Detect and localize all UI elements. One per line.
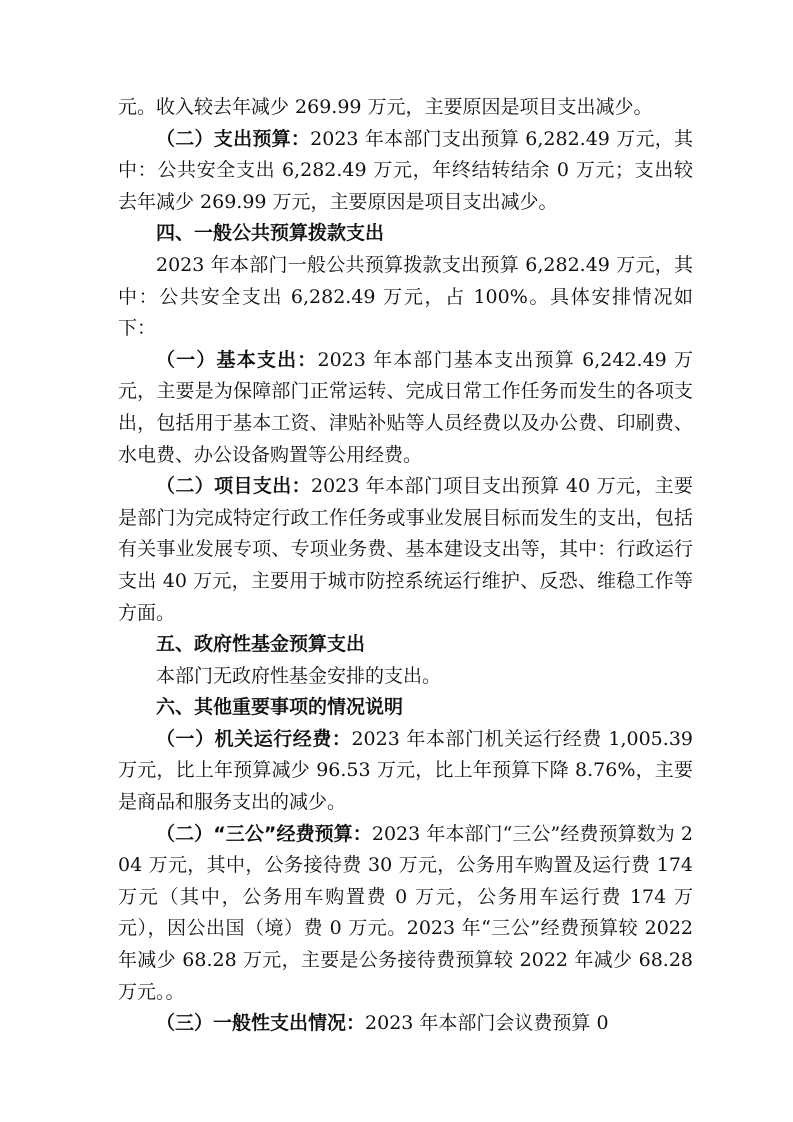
section-heading-government-fund: 五、政府性基金预算支出: [156, 633, 366, 656]
three-public-expenses-text: 2023 年本部门“三公”经费预算数为 204 万元，其中，公务接待费 30 万元，公务用车购置及运行费 174 万元（其中，公务用车购置费 0 万元，公务用车运行费 174 万元），因公出国（境）费 0 万元。2023 年“三公”经费预算较 2022 年减少 68.28 万元，主要是公务接待费预算较 2022 年减少 68.28 万元。。: [118, 822, 693, 1003]
income-text: 元。收入较去年减少 269.99 万元，主要原因是项目支出减少。: [118, 96, 653, 118]
paragraph-operating-expenses: [118, 724, 693, 819]
operating-expenses-lead: （一）机关运行经费：: [156, 727, 352, 750]
paragraph-basic-expenditure: [118, 345, 693, 471]
document-page: [118, 92, 693, 1040]
general-expenditure-lead: （三）一般性支出情况：: [156, 1012, 366, 1035]
paragraph-general-public-budget: [118, 250, 693, 345]
project-expenditure-lead: （二）项目支出：: [156, 475, 311, 498]
paragraph-three-public-expenses: [118, 819, 693, 1009]
paragraph-expenditure-budget: [118, 124, 693, 219]
section-heading-other-matters: 六、其他重要事项的情况说明: [156, 696, 404, 719]
three-public-expenses-lead: （二）“三公”经费预算：: [156, 822, 372, 845]
basic-expenditure-text: 2023 年本部门基本支出预算 6,242.49 万元，主要是为保障部门正常运转、完成日常工作任务而发生的各项支出，包括用于基本工资、津贴补贴等人员经费以及办公费、印刷费、水电费、办公设备购置等公用经费。: [118, 348, 693, 466]
section-heading-general-public-budget: 四、一般公共预算拨款支出: [156, 222, 385, 245]
expenditure-budget-lead: （二）支出预算：: [156, 127, 311, 150]
basic-expenditure-lead: （一）基本支出：: [156, 348, 318, 371]
paragraph-general-expenditure: [118, 1008, 693, 1040]
paragraph-income-continued: [118, 92, 693, 124]
paragraph-project-expenditure: [118, 471, 693, 629]
paragraph-government-fund: [118, 661, 693, 693]
project-expenditure-text: 2023 年本部门项目支出预算 40 万元，主要是部门为完成特定行政工作任务或事业发展目标而发生的支出，包括有关事业发展专项、专项业务费、基本建设支出等，其中：行政运行支出 40 万元，主要用于城市防控系统运行维护、反恐、维稳工作等方面。: [118, 475, 693, 624]
general-public-budget-text: 2023 年本部门一般公共预算拨款支出预算 6,282.49 万元，其中：公共安全支出 6,282.49 万元，占 100%。具体安排情况如下：: [118, 253, 693, 340]
operating-expenses-text: 2023 年本部门机关运行经费 1,005.39 万元，比上年预算减少 96.53 万元，比上年预算下降 8.76%，主要是商品和服务支出的减少。: [118, 727, 693, 814]
government-fund-text: 本部门无政府性基金安排的支出。: [156, 664, 442, 687]
general-expenditure-text: 2023 年本部门会议费预算 0: [365, 1012, 609, 1035]
expenditure-budget-text: 2023 年本部门支出预算 6,282.49 万元，其中：公共安全支出 6,282.49 万元，年终结转结余 0 万元；支出较去年减少 269.99 万元，主要原因是项目支出减少。: [118, 127, 693, 213]
